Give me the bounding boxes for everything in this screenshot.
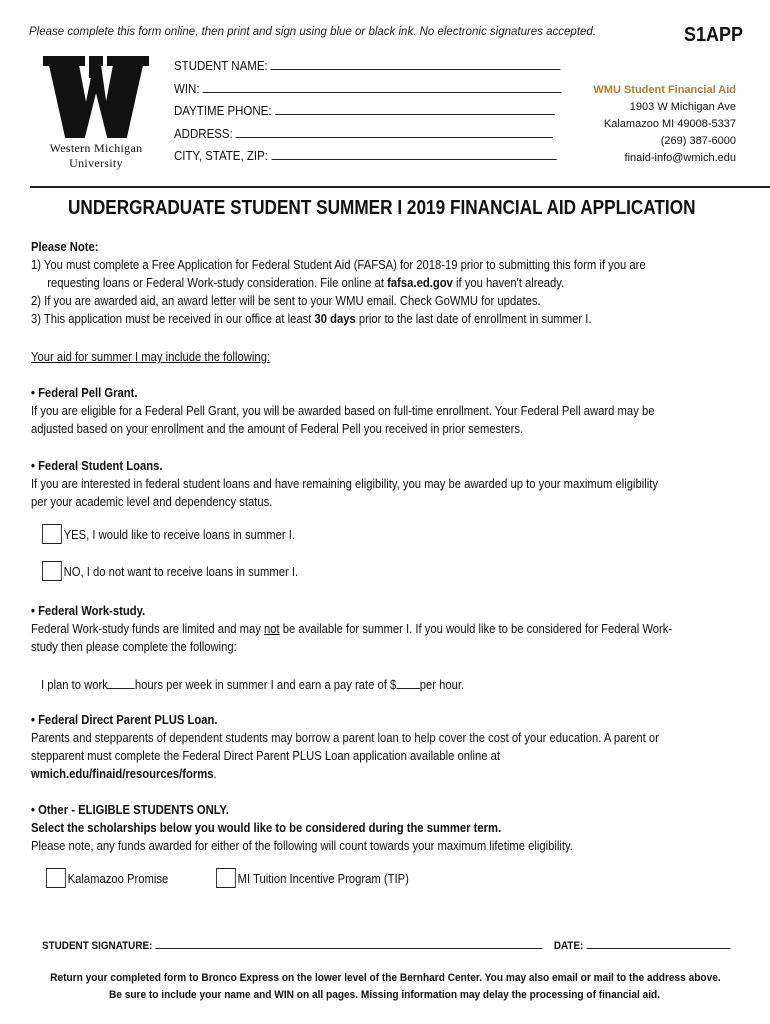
plus-forms-link[interactable]: wmich.edu/finaid/resources/forms xyxy=(31,767,214,781)
office-contact xyxy=(593,82,736,167)
loans-text-2: per your academic level and dependency status. xyxy=(31,495,273,509)
kalamazoo-promise-label: Kalamazoo Promise xyxy=(67,872,169,886)
note-2: 2) If you are awarded aid, an award letter will be sent to your WMU email. Check GoWMU for updates. xyxy=(31,294,541,308)
footer-line-1: Return your completed form to Bronco Express on the lower level of the Bernhard Center. You may also email or mail to the address above. xyxy=(49,972,721,984)
footer-line-2: Be sure to include your name and WIN on all pages. Missing information may delay the processing of financial aid. xyxy=(109,989,661,1001)
office-street: 1903 W Michigan Ave xyxy=(629,101,736,113)
note-heading: Please Note: xyxy=(31,240,99,254)
city-state-zip-field[interactable] xyxy=(174,148,556,163)
aid-intro: Your aid for summer I may include the following: xyxy=(31,350,271,364)
address-field[interactable] xyxy=(174,126,553,141)
other-note: Please note, any funds awarded for either of the following will count towards your maximum lifetime eligibility. xyxy=(31,839,573,853)
plus-text-1: Parents and stepparents of dependent students may borrow a parent loan to help cover the cost of your education. A parent or xyxy=(31,731,659,745)
wmu-w-logo-icon xyxy=(42,55,150,139)
signature-label: STUDENT SIGNATURE: xyxy=(42,940,153,952)
tip-label: MI Tuition Incentive Program (TIP) xyxy=(237,872,409,886)
loans-text-1: If you are interested in federal student loans and have remaining eligibility, you may be awarded up to your maximum eligibility xyxy=(31,477,659,491)
plus-heading: • Federal Direct Parent PLUS Loan. xyxy=(31,713,218,727)
university-name-line1: Western Michigan xyxy=(49,141,143,155)
loans-yes-option[interactable] xyxy=(42,524,753,544)
university-name-line2: University xyxy=(69,156,123,170)
please-note-section xyxy=(31,238,742,328)
pell-heading: • Federal Pell Grant. xyxy=(31,386,138,400)
win-label: WIN: xyxy=(174,82,200,96)
pay-rate-input[interactable] xyxy=(396,678,419,689)
note-1-continued: requesting loans or Federal Work-study consideration. File online at fafsa.ed.gov if you haven't already. xyxy=(47,276,565,290)
signature-input[interactable] xyxy=(155,939,542,949)
form-code: S1APP xyxy=(684,24,744,46)
loans-no-option[interactable] xyxy=(42,561,753,581)
workstudy-section xyxy=(31,602,742,656)
tip-option[interactable] xyxy=(216,868,770,888)
city-state-zip-label: CITY, STATE, ZIP: xyxy=(174,149,268,163)
workstudy-text-1: Federal Work-study funds are limited and may not be available for summer I. If you would like to be considered for Federal Work- xyxy=(31,622,673,636)
daytime-phone-field[interactable] xyxy=(174,103,554,118)
office-phone: (269) 387-6000 xyxy=(660,135,736,147)
loans-yes-checkbox[interactable] xyxy=(42,524,62,544)
note-1: 1) You must complete a Free Application for Federal Student Aid (FAFSA) for 2018-19 prior to submitting this form if you are xyxy=(31,258,646,272)
workstudy-heading: • Federal Work-study. xyxy=(31,604,146,618)
hours-per-week-input[interactable] xyxy=(108,678,135,689)
note-3: 3) This application must be received in our office at least 30 days prior to the last date of enrollment in summer I. xyxy=(31,312,592,326)
loans-no-label: NO, I do not want to receive loans in summer I. xyxy=(63,565,299,579)
office-name: WMU Student Financial Aid xyxy=(593,84,736,96)
date-label: DATE: xyxy=(553,940,584,952)
student-name-label: STUDENT NAME: xyxy=(174,59,268,73)
other-subheading: Select the scholarships below you would like to be considered during the summer term. xyxy=(31,821,502,835)
workstudy-plan: I plan to work hours per week in summer I and earn a pay rate of $ per hour. xyxy=(41,678,465,692)
university-logo xyxy=(36,55,156,171)
workstudy-text-2: study then please complete the following: xyxy=(31,640,237,654)
loans-section xyxy=(31,457,742,511)
other-heading: • Other - ELIGIBLE STUDENTS ONLY. xyxy=(31,803,229,817)
pell-section xyxy=(31,384,742,438)
address-label: ADDRESS: xyxy=(174,127,233,141)
plus-section xyxy=(31,711,742,783)
loans-yes-label: YES, I would like to receive loans in summer I. xyxy=(63,528,295,542)
loans-no-checkbox[interactable] xyxy=(42,561,62,581)
win-field[interactable] xyxy=(174,81,562,96)
pell-text-1: If you are eligible for a Federal Pell Grant, you will be awarded based on full-time enrollment. Your Federal Pell award may be xyxy=(31,404,655,418)
header-divider xyxy=(30,186,770,188)
pell-text-2: adjusted based on your enrollment and the amount of Federal Pell you received in prior semesters. xyxy=(31,422,524,436)
date-input[interactable] xyxy=(586,939,730,949)
tip-checkbox[interactable] xyxy=(216,868,236,888)
other-section xyxy=(31,801,742,855)
fafsa-link[interactable]: fafsa.ed.gov xyxy=(387,276,453,290)
loans-heading: • Federal Student Loans. xyxy=(31,459,163,473)
form-instruction: Please complete this form online, then print and sign using blue or black ink. No electronic signatures accepted. xyxy=(29,26,597,38)
office-city: Kalamazoo MI 49008-5337 xyxy=(603,118,736,130)
office-email[interactable]: finaid-info@wmich.edu xyxy=(624,152,736,164)
student-name-field[interactable] xyxy=(174,58,561,73)
plus-link-line: wmich.edu/finaid/resources/forms. xyxy=(31,767,217,781)
page-title: UNDERGRADUATE STUDENT SUMMER I 2019 FINANCIAL AID APPLICATION xyxy=(68,197,696,219)
daytime-phone-label: DAYTIME PHONE: xyxy=(174,104,272,118)
plus-text-2: stepparent must complete the Federal Direct Parent PLUS Loan application available online at xyxy=(31,749,501,763)
kalamazoo-promise-checkbox[interactable] xyxy=(46,868,66,888)
signature-row xyxy=(42,939,730,952)
footer-instructions xyxy=(0,970,770,1004)
